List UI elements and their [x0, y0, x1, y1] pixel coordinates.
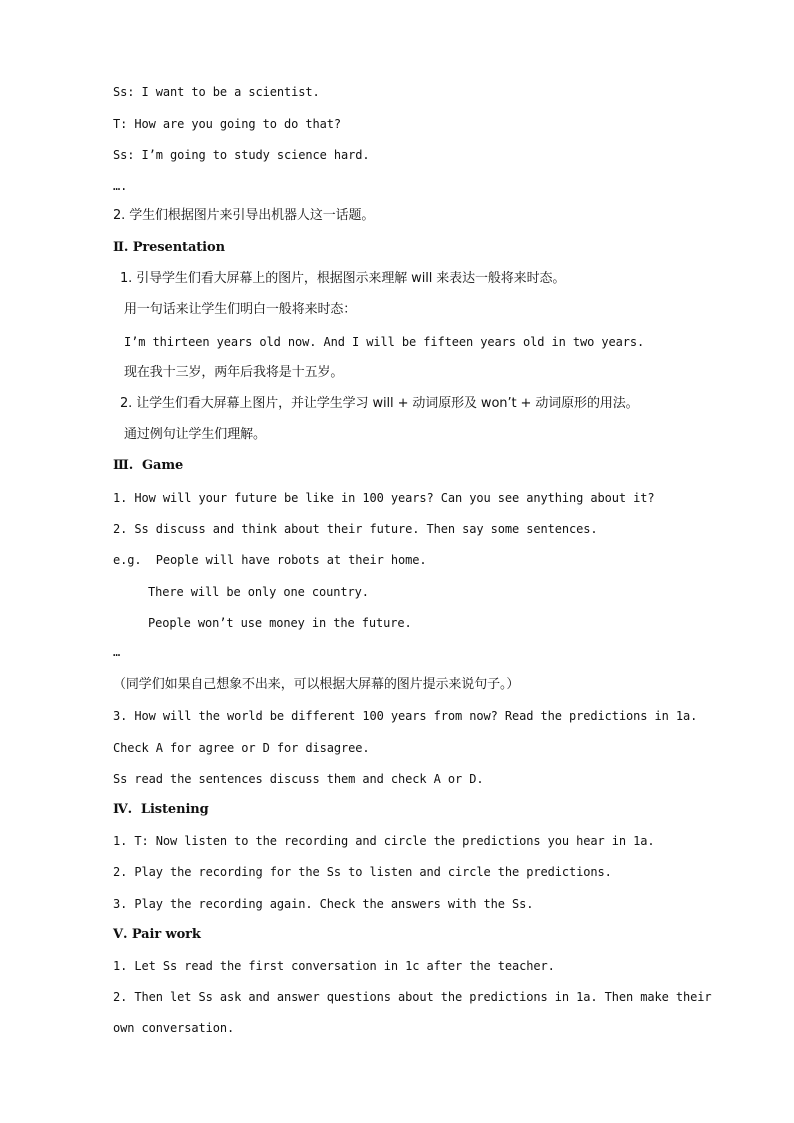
ellipsis-line: …. — [113, 179, 128, 193]
section-heading-pair-work: Ⅴ. Pair work — [113, 927, 201, 942]
step-text: 2. Then let Ss ask and answer questions about the predictions in 1a. Then make their — [113, 990, 712, 1004]
step-text: Ss read the sentences discuss them and check A or D. — [113, 772, 484, 786]
step-text: Check A for agree or D for disagree. — [113, 741, 370, 755]
dialogue-line: Ss: I want to be a scientist. — [113, 85, 320, 99]
dialogue-line: T: How are you going to do that? — [113, 117, 341, 131]
step-text: 1. How will your future be like in 100 years? Can you see anything about it? — [113, 491, 655, 505]
example-sentence: I’m thirteen years old now. And I will be fifteen years old in two years. — [124, 335, 645, 349]
example-sentence: People won’t use money in the future. — [148, 616, 412, 630]
step-text: 2. 让学生们看大屏幕上图片，并让学生学习 will + 动词原形及 won’t + 动词原形的用法。 — [120, 396, 639, 411]
example-sentence: There will be only one country. — [148, 585, 369, 599]
step-text: own conversation. — [113, 1021, 235, 1035]
step-text: 3. How will the world be different 100 years from now? Read the predictions in 1a. — [113, 709, 698, 723]
step-text: 用一句话来让学生们明白一般将来时态： — [124, 302, 357, 317]
ellipsis-line: … — [113, 645, 121, 659]
step-text: 2. Play the recording for the Ss to listen and circle the predictions. — [113, 865, 612, 879]
section-heading-presentation: Ⅱ. Presentation — [113, 240, 225, 255]
step-text: 3. Play the recording again. Check the answers with the Ss. — [113, 897, 534, 911]
note-text: （同学们如果自己想象不出来，可以根据大屏幕的图片提示来说句子。） — [113, 677, 520, 692]
step-text: 1. T: Now listen to the recording and circle the predictions you hear in 1a. — [113, 834, 655, 848]
step-text: 1. Let Ss read the first conversation in 1c after the teacher. — [113, 959, 555, 973]
dialogue-line: Ss: I’m going to study science hard. — [113, 148, 370, 162]
step-text: 2. 学生们根据图片来引导出机器人这一话题。 — [113, 208, 375, 223]
section-heading-game: Ⅲ. Game — [113, 458, 184, 473]
step-text: 2. Ss discuss and think about their future. Then say some sentences. — [113, 522, 598, 536]
example-translation: 现在我十三岁，两年后我将是十五岁。 — [124, 365, 344, 380]
section-heading-listening: Ⅳ. Listening — [113, 802, 209, 817]
example-sentence: e.g. People will have robots at their home. — [113, 553, 427, 567]
step-text: 通过例句让学生们理解。 — [124, 427, 266, 442]
step-text: 1. 引导学生们看大屏幕上的图片，根据图示来理解 will 来表达一般将来时态。 — [120, 271, 566, 286]
